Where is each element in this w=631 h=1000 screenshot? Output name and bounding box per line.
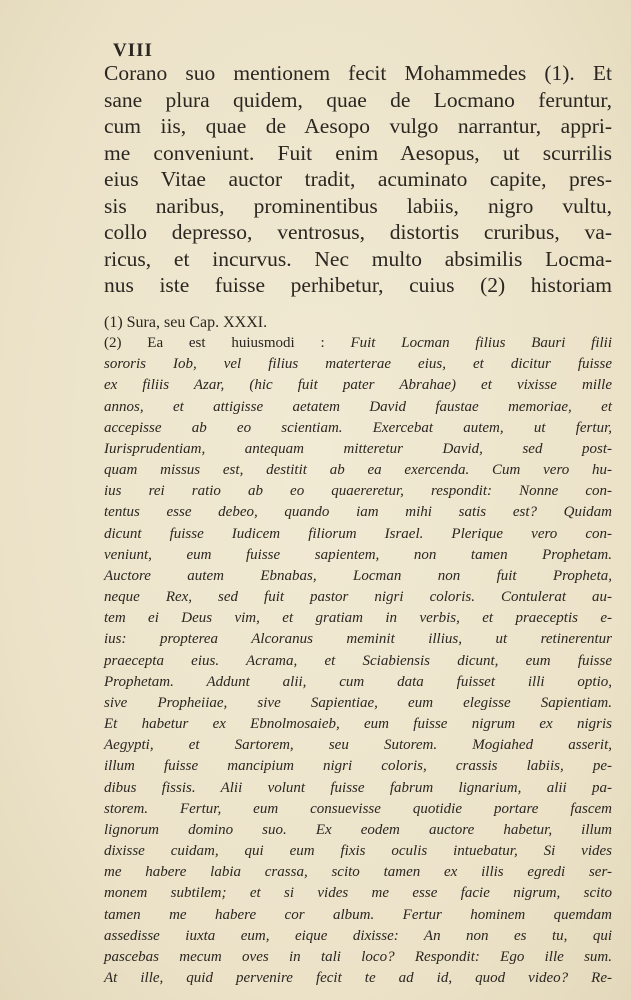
footnote-line: dibus fissis. Alii volunt fuisse fabrum lignarium, alii pa- xyxy=(104,779,612,796)
body-line: eius Vitae auctor tradit, acuminato capite, pres- xyxy=(104,167,612,191)
page-number: VIII xyxy=(113,40,153,61)
body-line: sis naribus, prominentibus labiis, nigro vultu, xyxy=(104,193,612,218)
footnote-line: accepisse ab eo scientiam. Exercebat autem, ut fertur, xyxy=(104,419,612,436)
body-line: nus iste fuisse perhibetur, cuius (2) historiam xyxy=(104,273,612,297)
footnote-line: tem ei Deus vim, et gratiam in verbis, et praeceptis e- xyxy=(104,610,612,627)
footnote-line: assedisse iuxta eum, eique dixisse: An non es tu, qui xyxy=(104,927,612,944)
footnote-line: At ille, quid pervenire fecit te ad id, quod video? Re- xyxy=(104,970,612,987)
footnote-line: monem subtilem; et si vides me esse facie nigrum, scito xyxy=(104,885,612,902)
body-line: me conveniunt. Fuit enim Aesopus, ut scurrilis xyxy=(104,140,612,165)
footnote-line: praecepta eius. Acrama, et Sciabiensis dicunt, eum fuisse xyxy=(104,652,612,669)
body-line: sane plura quidem, quae de Locmano feruntur, xyxy=(104,87,612,112)
footnote-line: neque Rex, sed fuit pastor nigri coloris. Contulerat au- xyxy=(104,589,612,606)
footnote-line: sororis Iob, vel filius materterae eius, et dicitur fuisse xyxy=(104,356,612,373)
footnote-line: me habere labia crassa, scito tamen ex illis egredi ser- xyxy=(104,864,612,881)
footnote-line: dicunt fuisse Iudicem filiorum Israel. Plerique vero con- xyxy=(104,525,612,542)
footnote-2-first-line xyxy=(104,333,612,354)
footnote-2-prefix: (2) Ea est huiusmodi : xyxy=(104,335,325,351)
footnote-2 xyxy=(104,333,612,989)
footnote-line: dixisse cuidam, qui eum fixis oculis intuebatur, Si vides xyxy=(104,843,612,860)
body-line: Corano suo mentionem fecit Mohammedes (1). Et xyxy=(104,61,612,85)
footnote-line: Auctore autem Ebnabas, Locman non fuit Propheta, xyxy=(104,567,612,584)
footnote-2-first-text: Fuit Locman filius Bauri filii xyxy=(350,335,612,351)
footnote-line: sive Propheiiae, sive Sapientiae, eum elegisse Sapientiam. xyxy=(104,694,612,711)
footnote-line: illum fuisse mancipium nigri coloris, crassis labiis, pe- xyxy=(104,758,612,775)
footnote-line: storem. Fertur, eum consuevisse quotidie portare fascem xyxy=(104,800,612,817)
footnote-line: ex filiis Azar, (hic fuit pater Abrahae) et vixisse mille xyxy=(104,377,612,394)
footnote-line: Prophetam. Addunt alii, cum data fuisset illi optio, xyxy=(104,673,612,690)
footnote-line: lignorum domino suo. Ex eodem auctore habetur, illum xyxy=(104,821,612,838)
footnote-line: Et habetur ex Ebnolmosaieb, eum fuisse nigrum ex nigris xyxy=(104,716,612,733)
main-text xyxy=(104,60,612,299)
footnote-1: (1) Sura, seu Cap. XXXI. xyxy=(104,314,268,331)
footnote-line: Iurisprudentiam, antequam mitteretur David, sed post- xyxy=(104,440,612,457)
footnote-line: ius: propterea Alcoranus meminit illius, ut retinerentur xyxy=(104,631,612,648)
footnote-line: annos, et attigisse aetatem David faustae memoriae, et xyxy=(104,398,612,415)
footnote-line: Aegypti, et Sartorem, seu Sutorem. Mogiahed asserit, xyxy=(104,737,612,754)
body-line: cum iis, quae de Aesopo vulgo narrantur, appri- xyxy=(104,114,612,138)
body-line: collo depresso, ventrosus, distortis cruribus, va- xyxy=(104,220,612,244)
body-line: ricus, et incurvus. Nec multo absimilis Locma- xyxy=(104,246,612,271)
footnote-line: tentus esse debeo, quando iam mihi satis est? Quidam xyxy=(104,504,612,521)
footnote-line: veniunt, eum fuisse sapientem, non tamen Prophetam. xyxy=(104,546,612,563)
footnote-line: ius rei ratio ab eo quaereretur, respondit: Nonne con- xyxy=(104,483,612,500)
footnote-line: pascebas mecum oves in tali loco? Respondit: Ego ille sum. xyxy=(104,948,612,965)
footnote-line: tamen me habere cor album. Fertur hominem quemdam xyxy=(104,906,612,923)
footnote-line: quam missus est, destitit ab ea exercenda. Cum vero hu- xyxy=(104,462,612,479)
